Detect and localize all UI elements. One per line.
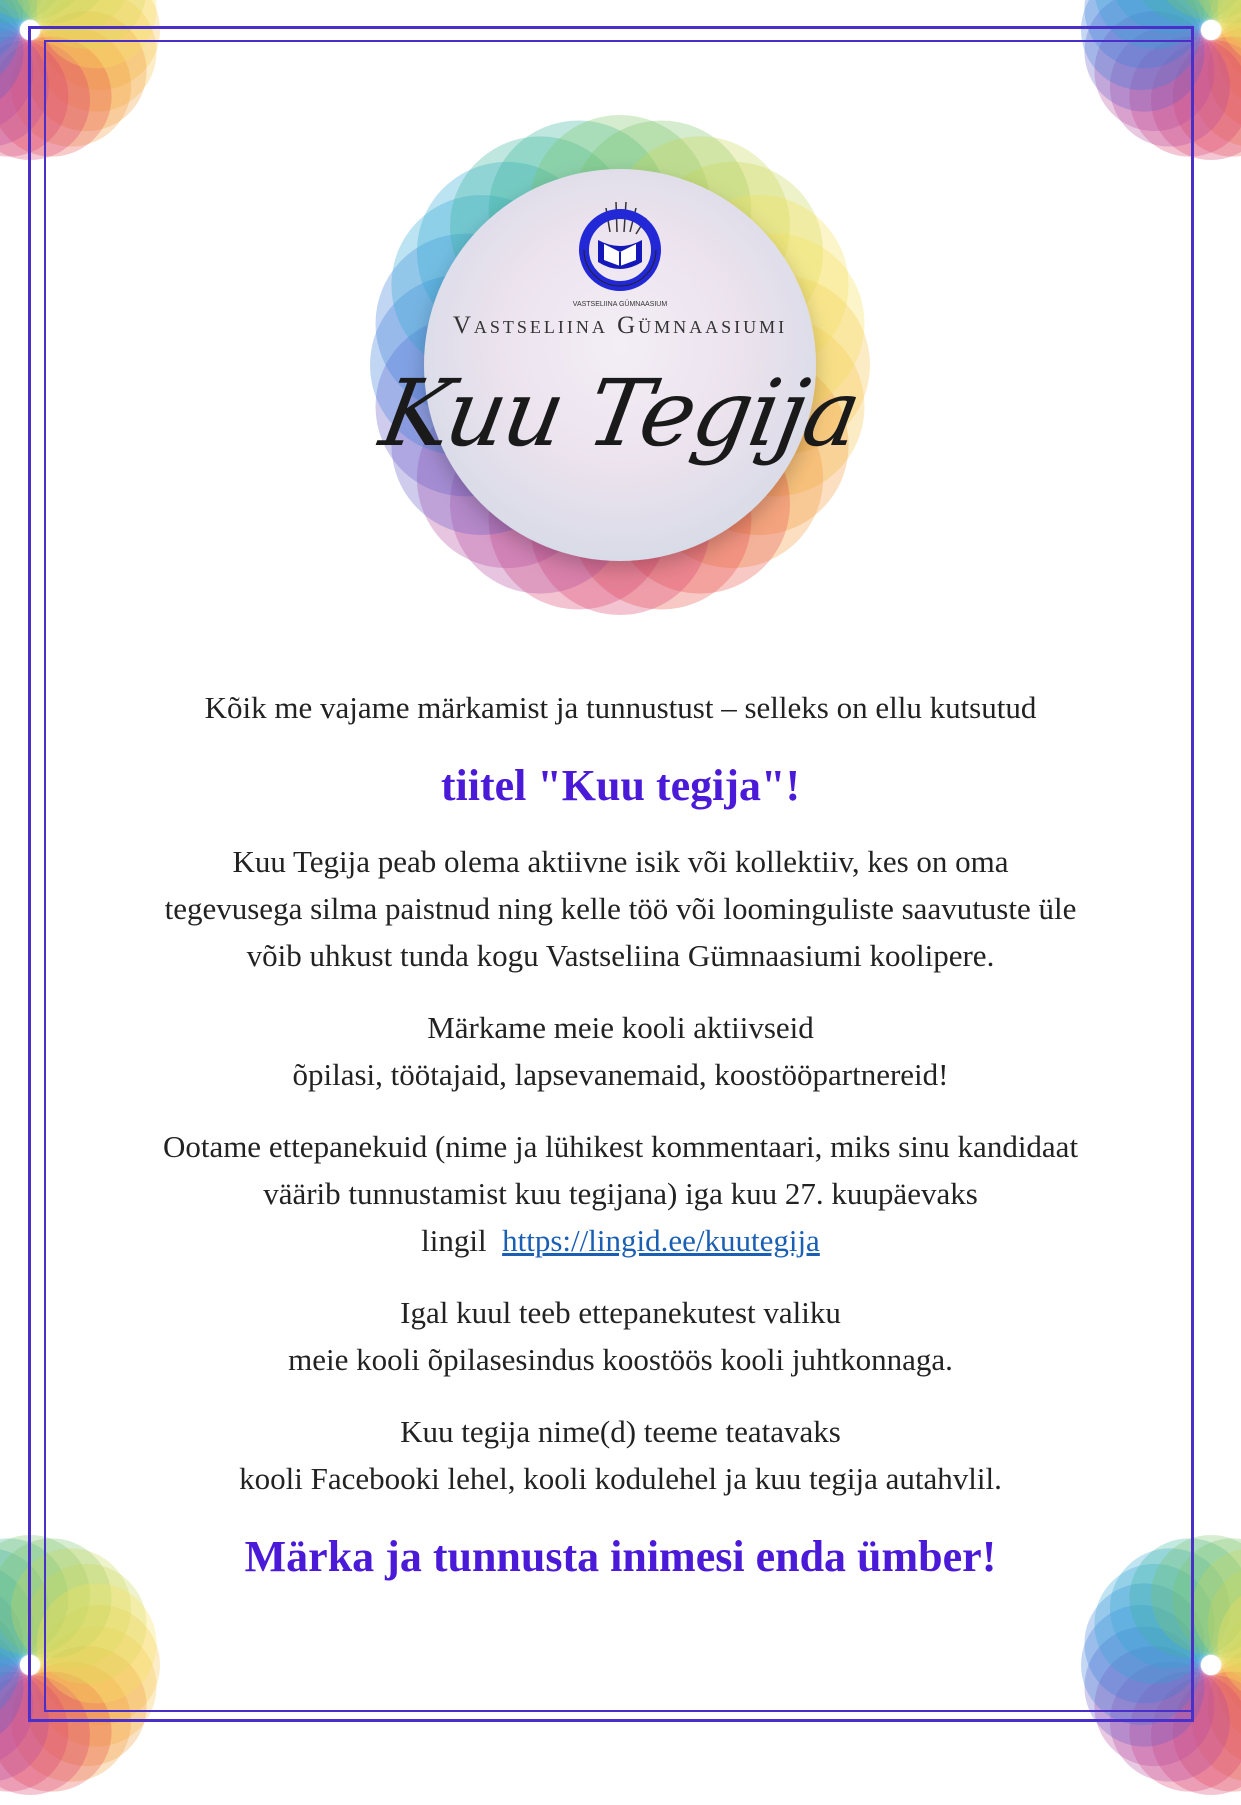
- logo-subtitle: Vastseliina Gümnaasiumi: [452, 312, 788, 339]
- description-line: tegevusega silma paistnud ning kelle töö või loominguliste saavutuste üle: [164, 891, 1077, 926]
- selection-line: Igal kuul teeb ettepanekutest valiku: [400, 1295, 841, 1330]
- notice-paragraph: [80, 1004, 1161, 1098]
- kuu-tegija-logo: [340, 85, 900, 645]
- award-title: tiitel "Kuu tegija"!: [440, 761, 801, 810]
- notice-line: Märkame meie kooli aktiivseid: [427, 1010, 814, 1045]
- announce-line: kooli Facebooki lehel, kooli kodulehel ja kuu tegija autahvlil.: [239, 1461, 1002, 1496]
- description-line: Kuu Tegija peab olema aktiivne isik või kollektiiv, kes on oma: [232, 844, 1009, 879]
- emblem-caption: VASTSELIINA GÜMNAASIUM: [572, 301, 668, 308]
- announce-paragraph: [80, 1408, 1161, 1502]
- submit-paragraph: [80, 1123, 1161, 1264]
- logo-title: Kuu Tegija: [373, 360, 867, 467]
- submit-line: väärib tunnustamist kuu tegijana) iga kuu 27. kuupäevaks: [263, 1176, 978, 1211]
- nomination-link[interactable]: https://lingid.ee/kuutegija: [502, 1223, 820, 1258]
- description-line: võib uhkust tunda kogu Vastseliina Gümnaasiumi koolipere.: [246, 938, 995, 973]
- description-paragraph: [80, 838, 1161, 979]
- selection-line: meie kooli õpilasesindus koostöös kooli juhtkonnaga.: [288, 1342, 953, 1377]
- submit-line: Ootame ettepanekuid (nime ja lühikest kommentaari, miks sinu kandidaat: [162, 1129, 1079, 1164]
- link-prefix: lingil: [421, 1223, 487, 1258]
- selection-paragraph: [80, 1289, 1161, 1383]
- closing-slogan: Märka ja tunnusta inimesi enda ümber!: [244, 1532, 997, 1581]
- poster-content: [80, 684, 1161, 1587]
- notice-line: õpilasi, töötajaid, lapsevanemaid, koostööpartnereid!: [292, 1057, 949, 1092]
- announce-line: Kuu tegija nime(d) teeme teatavaks: [400, 1414, 841, 1449]
- intro-text: Kõik me vajame märkamist ja tunnustust – selleks on ellu kutsutud: [204, 690, 1037, 725]
